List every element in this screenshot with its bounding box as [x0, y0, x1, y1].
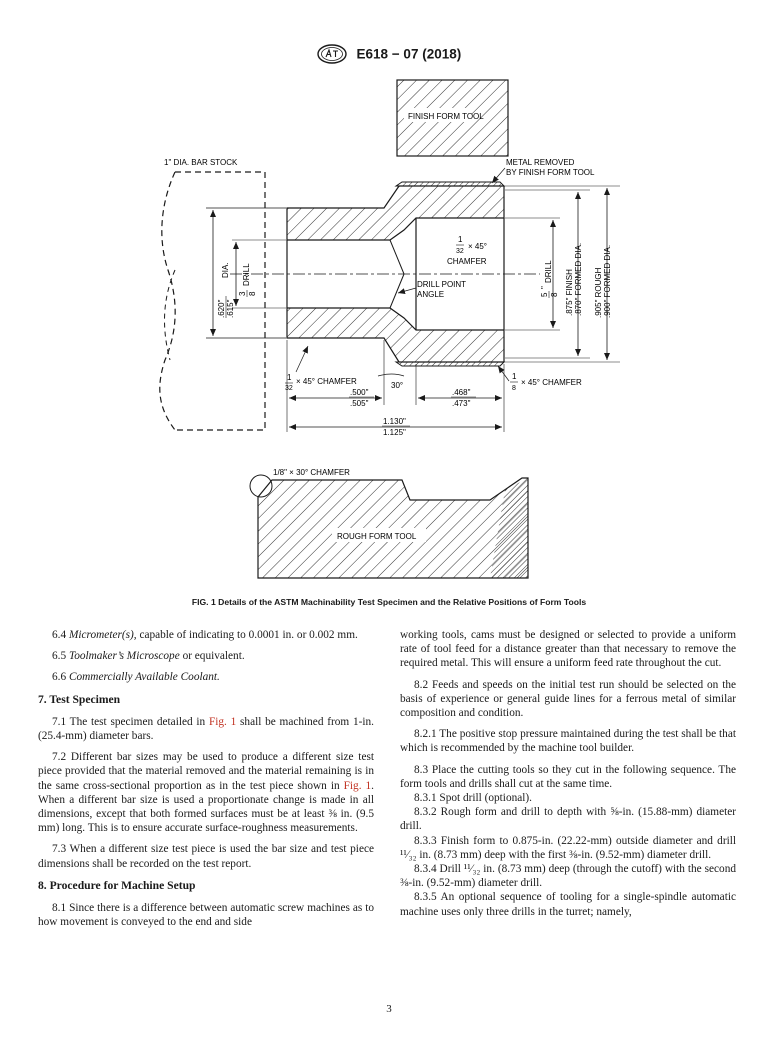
frac-32-a: 32 — [456, 248, 464, 255]
dimension-right — [492, 158, 620, 362]
frac-8-b: 8 — [550, 292, 559, 297]
chamfer-left-label: × 45° CHAMFER — [296, 377, 357, 386]
para-8-2: 8.2 Feeds and speeds on the initial test run should be selected on the basis of experience or general guide lines for a ferrous metal of similar composition and condition. — [400, 678, 736, 720]
bar-stock-label: 1" DIA. BAR STOCK — [164, 158, 238, 167]
left-column — [38, 628, 374, 936]
fig-1-link[interactable]: Fig. 1 — [208, 715, 237, 728]
para-8-1: 8.1 Since there is a difference between automatic screw machines as to how movement is conveyed to the end and side — [38, 902, 374, 929]
section-8-heading: 8. Procedure for Machine Setup — [38, 878, 196, 892]
drill-small-label: DRILL — [242, 263, 251, 286]
para-8-3-4: 8.3.4 Drill ¹¹⁄₃₂ in. (8.73 mm) deep (through the cutoff) with the second ⅜-in. (9.52-mm) diameter drill. — [400, 863, 736, 890]
para-8-1-cont: working tools, cams must be designed or selected to provide a uniform rate of tool feed for a distance greater than that necessary to remove the required metal. This will ensure a uniform feed rate throughout the cut. — [400, 629, 736, 670]
dim-1125: 1.125" — [383, 428, 406, 437]
rough-900: .900" FORMED DIA. — [603, 244, 612, 318]
dim-1130: 1.130" — [383, 417, 406, 426]
frac-1-a: 1 — [458, 235, 463, 244]
rough-form-tool-label: ROUGH FORM TOOL — [337, 532, 417, 541]
para-6-6: 6.6 Commercially Available Coolant. — [52, 671, 220, 684]
para-8-2-1: 8.2.1 The positive stop pressure maintained during the test shall be that which is recommended by the machine tool builder. — [400, 728, 736, 755]
right-column — [400, 628, 736, 919]
para-7-2: 7.2 Different bar sizes may be used to produce a different size test piece provided that the material removed and the material remaining is in the same cross-sectional proportion as in the test piece shown in Fig. 1. When a different bar size is used a proportionate change is made in all dimensions, except that both formed surfaces must be at least ⅜ in. (9.5 mm) long. This is to ensure accurate surface-roughness measurements. — [38, 751, 374, 835]
drill-right-label: DRILL — [544, 260, 553, 283]
fig-1-link[interactable]: Fig. 1 — [343, 779, 372, 792]
angle-30: 30° — [391, 381, 404, 390]
chamfer-right-label: × 45° CHAMFER — [521, 378, 582, 387]
finish-875: .875" FINISH — [565, 269, 574, 316]
figure-caption: FIG. 1 Details of the ASTM Machinability Test Specimen and the Relative Positions of Form Tools — [191, 597, 587, 607]
dim-615: .615" — [226, 299, 235, 318]
dim-620: .620" — [217, 299, 226, 318]
metal-removed-label-2: BY FINISH FORM TOOL — [506, 168, 595, 177]
dim-dia-word: DIA. — [221, 262, 230, 278]
drill-point-angle-label: ANGLE — [417, 290, 445, 299]
frac-5: 5 — [540, 292, 549, 297]
inch-mark: " — [540, 286, 549, 289]
inner-chamfer-callout — [398, 235, 487, 299]
finish-form-tool — [397, 80, 508, 156]
para-8-3-2: 8.3.2 Rough form and drill to depth with ⅝-in. (15.88-mm) diameter drill. — [400, 806, 736, 833]
para-6-5: 6.5 Toolmaker’s Microscope or equivalent. — [52, 650, 245, 663]
rough-chamfer-label: 1/8" × 30° CHAMFER — [273, 468, 350, 477]
frac-32-b: 32 — [285, 385, 293, 392]
rough-905: .905" ROUGH — [594, 267, 603, 318]
para-8-3-5: 8.3.5 An optional sequence of tooling for a single-spindle automatic machine uses only three drills in the turret; namely, — [400, 891, 736, 918]
page-number: 3 — [386, 1003, 392, 1015]
specimen-section — [230, 182, 540, 366]
para-8-3-1: 8.3.1 Spot drill (optional). — [414, 792, 532, 805]
para-7-1: 7.1 The test specimen detailed in Fig. 1 shall be machined from 1-in. (25.4-mm) diameter bars. — [38, 715, 374, 743]
document-designation: E618 − 07 (2018) — [356, 46, 462, 62]
dimension-left — [206, 208, 286, 338]
section-7-heading: 7. Test Specimen — [38, 692, 121, 706]
para-7-3: 7.3 When a different size test piece is used the bar size and test piece dimensions shall be recorded on the test report. — [38, 843, 374, 870]
chamfer-45-a: × 45° — [468, 242, 487, 251]
para-8-3: 8.3 Place the cutting tools so they cut in the following sequence. The form tools and drills shall cut at the same time. — [400, 763, 736, 790]
frac-8-c: 8 — [512, 385, 516, 392]
metal-removed-label: METAL REMOVED — [506, 158, 575, 167]
dim-473: .473" — [452, 399, 471, 408]
frac-1-c: 1 — [512, 372, 517, 381]
finish-870: .870" FORMED DIA. — [574, 242, 583, 316]
dim-500: .500" — [350, 388, 369, 397]
para-8-3-3: 8.3.3 Finish form to 0.875-in. (22.22-mm) outside diameter and drill ¹¹⁄₃₂ in. (8.73 mm) deep with the first ⅜-in. (9.52-mm) diameter drill. — [400, 834, 736, 861]
frac-8: 8 — [248, 291, 257, 296]
chamfer-word-a: CHAMFER — [447, 257, 487, 266]
drill-point-label: DRILL POINT — [417, 280, 467, 289]
para-6-4: 6.4 Micrometer(s), capable of indicating to 0.0001 in. or 0.002 mm. — [52, 629, 358, 641]
rough-form-tool — [250, 468, 528, 578]
frac-3: 3 — [238, 291, 247, 296]
dim-468: .468" — [452, 388, 471, 397]
frac-1-b: 1 — [287, 373, 292, 382]
finish-form-tool-label: FINISH FORM TOOL — [408, 112, 484, 121]
dim-505: .505" — [350, 399, 369, 408]
